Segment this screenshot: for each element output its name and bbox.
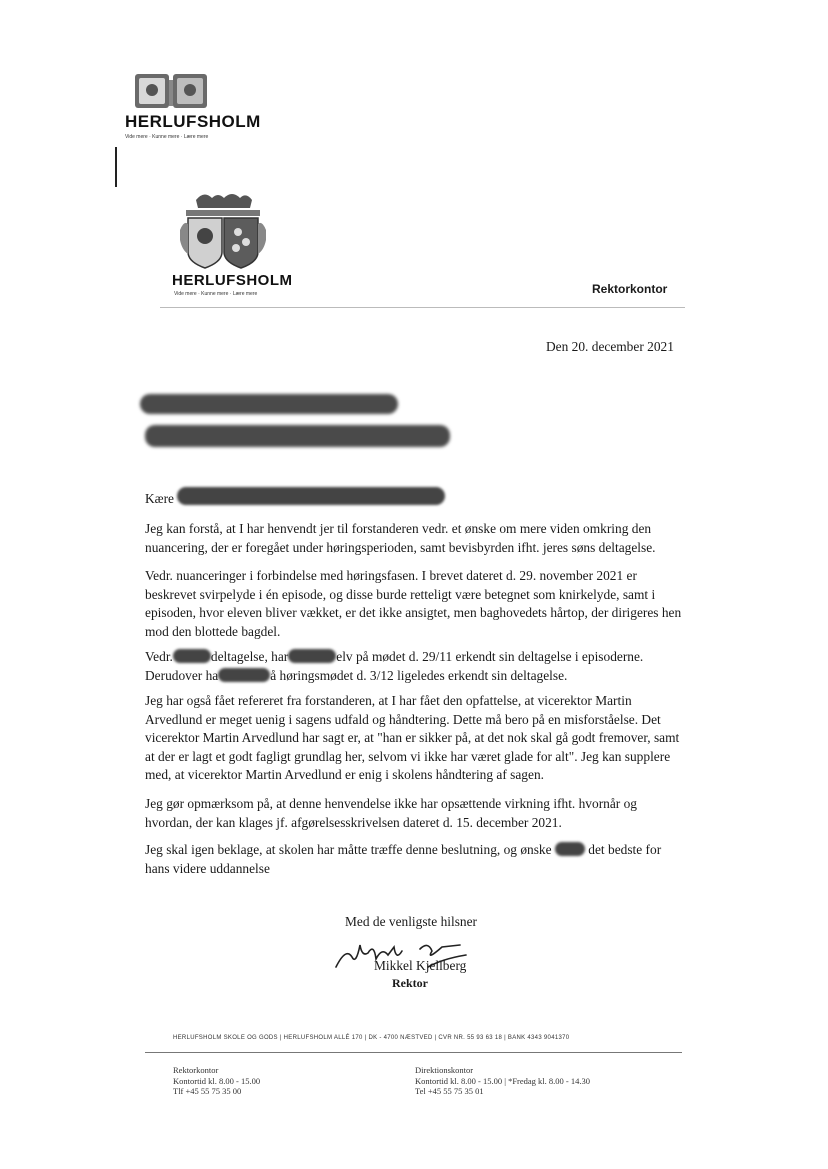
salutation-text: Kære (145, 491, 175, 506)
paragraph-3-part-5: å høringsmødet d. 3/12 ligeledes erkendt sin deltagelse. (270, 667, 568, 683)
redacted-address-line-1 (140, 394, 398, 414)
margin-mark (115, 147, 117, 187)
paragraph-6-part-2: det bedste for hans videre uddannelse (145, 842, 662, 876)
paragraph-2: Vedr. nuanceringer i forbindelse med høringsfasen. I brevet dateret d. 29. november 2021 er beskrevet svirpelyde i én episode, og disse burde retteligt være betegnet som knirkelyde, samt i episoden, hvor eleven bliver vækket, er det ikke ansigtet, men baghovedets hårtop, der dirigeres hen mod den blottede bagdel. (145, 568, 682, 639)
office-label: Rektorkontor (592, 282, 668, 296)
coat-of-arms-icon (135, 72, 215, 110)
paragraph-6-part-1: Jeg skal igen beklage, at skolen har måtte træffe denne beslutning, og ønske (145, 842, 552, 857)
top-logo-tagline: Vide mere · Kunne mere · Lære mere (125, 134, 209, 140)
redacted-student-name-4 (555, 842, 585, 856)
paragraph-3-part-1: Vedr. (145, 649, 173, 664)
paragraph-3 (145, 648, 685, 685)
footer-rektor-phone: Tlf +45 55 75 35 00 (173, 1086, 242, 1096)
paragraph-5: Jeg gør opmærksom på, at denne henvendelse ikke har opsættende virkning ifht. hvornår og hvordan, der kan klages jf. afgørelsesskrivelsen dateret d. 15. december 2021. (145, 796, 637, 830)
footer-direktion-hours: Kontortid kl. 8.00 - 15.00 | *Fredag kl. 8.00 - 14.30 (415, 1075, 590, 1086)
footer-rule (145, 1052, 682, 1053)
redacted-student-name-1 (173, 649, 211, 663)
footer-contact-direktion (415, 1065, 590, 1097)
footer-contact-rektor (173, 1065, 260, 1097)
paragraph-6 (145, 841, 685, 878)
main-logo-tagline: Vide mere · Kunne mere · Lære mere (174, 291, 258, 297)
closing-greeting: Med de venligste hilsner (345, 914, 478, 929)
redacted-address-line-2 (145, 425, 450, 447)
top-logo-name: HERLUFSHOLM (125, 112, 261, 131)
footer-address: HERLUFSHOLM SKOLE OG GODS | HERLUFSHOLM ALLÉ 170 | DK - 4700 NÆSTVED | CVR NR. 55 93 63 18 | BANK 4343 9041370 (173, 1035, 570, 1041)
paragraph-3-part-3: elv på mødet d. 29/11 erkendt sin deltagelse i episoderne. (336, 649, 644, 664)
main-logo (170, 190, 310, 300)
paragraph-1: Jeg kan forstå, at I har henvendt jer til forstanderen vedr. et ønske om mere viden omkring den nuancering, der er foregået under høringsperioden, samt bevisbyrden ifht. jeres søns deltagelse. (145, 521, 656, 555)
crest-icon (180, 190, 266, 272)
footer-rektor-hours: Kontortid kl. 8.00 - 15.00 (173, 1075, 261, 1086)
signer-title: Rektor (392, 976, 428, 990)
redacted-student-name-3 (218, 668, 270, 682)
footer-direktion-title: Direktionskontor (415, 1065, 474, 1075)
redacted-student-name-2 (288, 649, 336, 663)
main-logo-name: HERLUFSHOLM (172, 272, 293, 289)
paragraph-4: Jeg har også fået refereret fra forstanderen, at I har fået den opfattelse, at vicerektor Martin Arvedlund er meget uenig i sagens udfald og håndtering. Dette må bero på en misforståelse. Det vicerektor Martin Arvedlund har sagt er, at "han er sikker på, at det nok skal gå godt fremover, samt at der er lagt et godt fagligt grundlag her, selvom vi ikke har været glade for alt". Jeg kan supplere med, at vicerektor Martin Arvedlund er enig i skolens håndtering af sagen. (145, 693, 680, 783)
signer-name: Mikkel Kjellberg (374, 958, 467, 973)
paragraph-3-part-2: deltagelse, har (210, 649, 289, 664)
redacted-recipient-name (177, 487, 445, 505)
top-logo (120, 72, 261, 142)
paragraph-3-part-4: Derudover ha (145, 667, 219, 683)
salutation (145, 487, 445, 507)
header-rule (160, 307, 685, 308)
letter-date: Den 20. december 2021 (546, 339, 674, 354)
footer-rektor-title: Rektorkontor (173, 1065, 219, 1075)
footer-direktion-phone: Tel +45 55 75 35 01 (415, 1086, 484, 1096)
